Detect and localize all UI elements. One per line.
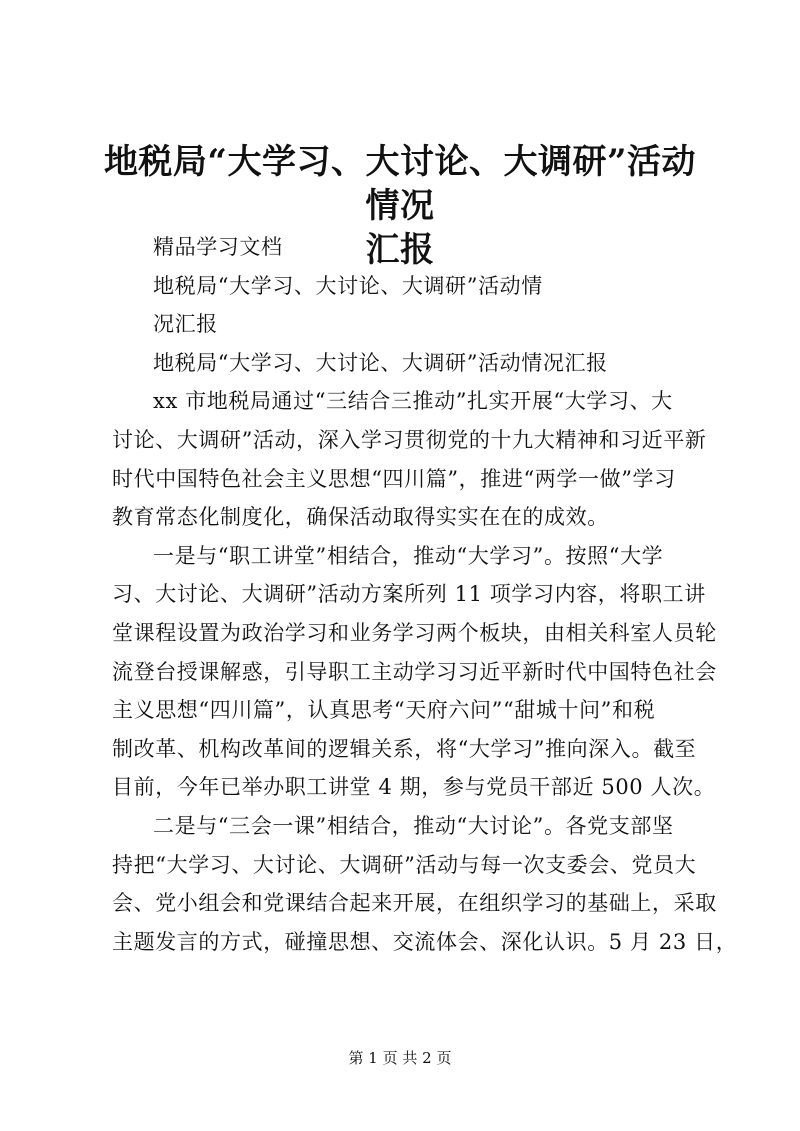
text-line: 持把“大学习、大讨论、大调研”活动与每一次支委会、党员大 <box>112 852 697 877</box>
text-line: 况汇报 <box>153 312 218 337</box>
text-line: 一是与“职工讲堂”相结合，推动“大学习”。按照“大学 <box>153 543 664 568</box>
text-line: xx 市地税局通过“三结合三推动”扎实开展“大学习、大 <box>153 389 673 414</box>
text-line: 二是与“三会一课”相结合，推动“大讨论”。各党支部坚 <box>153 813 674 838</box>
text-line: 讨论、大调研”活动，深入学习贯彻党的十九大精神和习近平新 <box>112 427 707 452</box>
text-line: 地税局“大学习、大讨论、大调研”活动情况汇报 <box>153 350 608 375</box>
text-line: 主义思想“四川篇”，认真思考“天府六问”“甜城十问”和税 <box>112 698 656 723</box>
text-line: 流登台授课解惑，引导职工主动学习习近平新时代中国特色社会 <box>112 659 717 684</box>
title-line-1: 地税局“大学习、大讨论、大调研”活动情况 <box>103 142 697 226</box>
text-line: 地税局“大学习、大讨论、大调研”活动情 <box>153 273 543 298</box>
text-line: 目前，今年已举办职工讲堂 4 期，参与党员干部近 500 人次。 <box>112 775 716 800</box>
text-line: 教育常态化制度化，确保活动取得实实在在的成效。 <box>112 505 609 530</box>
text-line: 精品学习文档 <box>153 235 283 259</box>
title-line-2: 汇报 <box>365 230 435 270</box>
text-line: 制改革、机构改革间的逻辑关系，将“大学习”推向深入。截至 <box>112 736 697 761</box>
document-body <box>112 228 738 961</box>
text-line: 时代中国特色社会主义思想“四川篇”，推进“两学一做”学习 <box>112 466 676 491</box>
page-footer: 第 1 页 共 2 页 <box>348 1049 452 1067</box>
text-line: 堂课程设置为政治学习和业务学习两个板块，由相关科室人员轮 <box>112 620 717 645</box>
text-line: 主题发言的方式，碰撞思想、交流体会、深化认识。5 月 23 日， <box>112 929 738 954</box>
text-line: 会、党小组会和党课结合起来开展，在组织学习的基础上，采取 <box>112 891 717 916</box>
text-line: 习、大讨论、大调研”活动方案所列 11 项学习内容，将职工讲 <box>112 582 706 607</box>
